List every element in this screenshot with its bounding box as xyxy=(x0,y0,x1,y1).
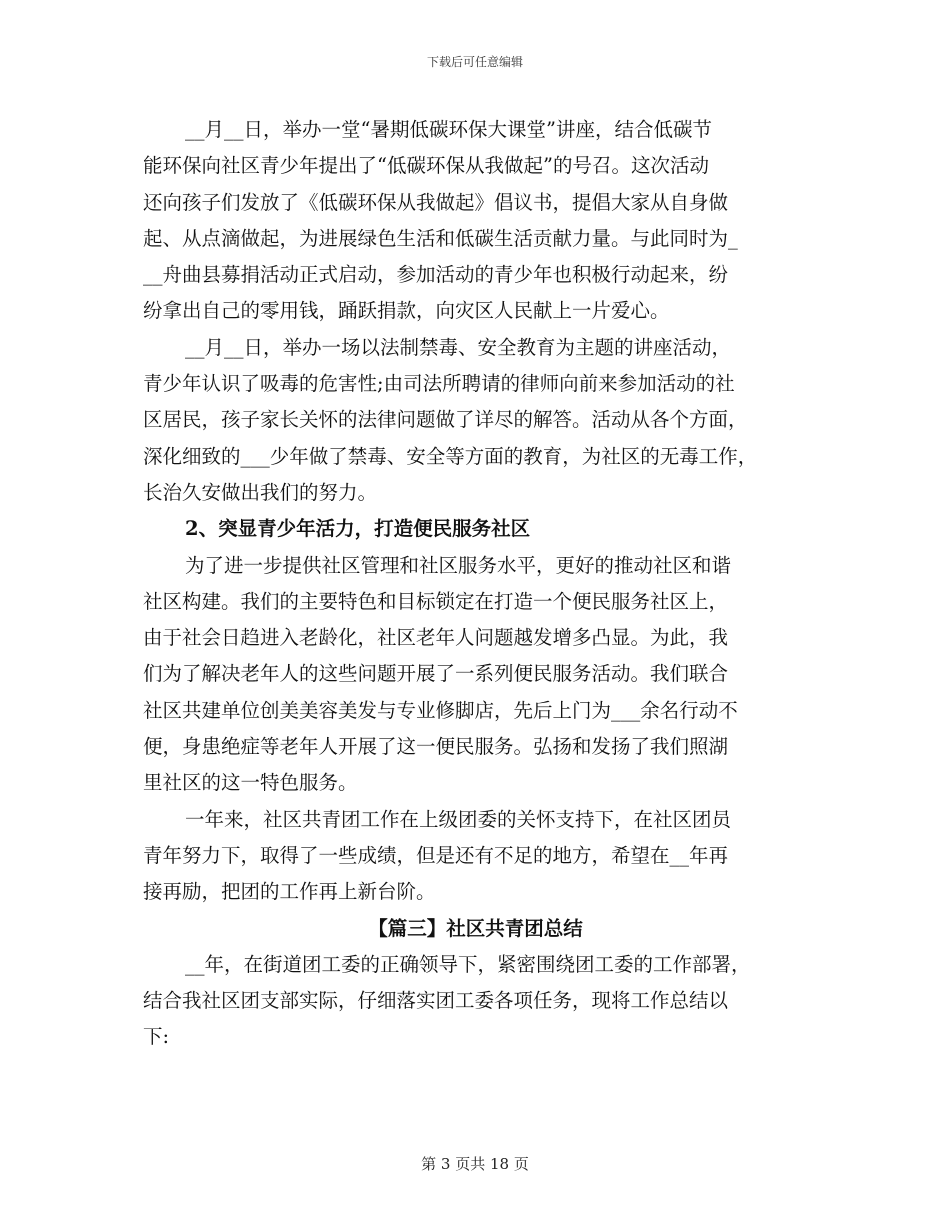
text-line: 们为了解决老年人的这些问题开展了一系列便民服务活动。我们联合 xyxy=(143,662,729,686)
text-line: 纷拿出自己的零用钱，踊跃捐款，向灾区人民献上一片爱心。 xyxy=(143,299,670,323)
subsection-heading: 2、突显青少年活力，打造便民服务社区 xyxy=(185,517,531,541)
text-line: 里社区的这一特色服务。 xyxy=(143,771,358,795)
text-line: __月__日，举办一场以法制禁毒、安全教育为主题的讲座活动， xyxy=(185,335,732,359)
text-line: 结合我社区团支部实际，仔细落实团工委各项任务，现将工作总结以 xyxy=(143,989,729,1013)
text-line: 青年努力下，取得了一些成绩，但是还有不足的地方，希望在__年再 xyxy=(143,843,729,867)
text-line: 起、从点滴做起，为进展绿色生活和低碳生活贡献力量。与此同时为_ xyxy=(143,226,738,250)
text-line: 还向孩子们发放了《低碳环保从我做起》倡议书，提倡大家从自身做 xyxy=(143,190,729,214)
page-footer: 第 3 页共 18 页 xyxy=(421,1155,529,1173)
text-line: 区居民，孩子家长关怀的法律问题做了详尽的解答。活动从各个方面， xyxy=(143,408,748,432)
text-line: __年，在街道团工委的正确领导下，紧密围绕团工委的工作部署， xyxy=(185,952,751,976)
text-line: 便，身患绝症等老年人开展了这一便民服务。弘扬和发扬了我们照湖 xyxy=(143,735,729,759)
text-line: __月__日，举办一堂“暑期低碳环保大课堂”讲座，结合低碳节 xyxy=(185,118,712,141)
text-line: 社区构建。我们的主要特色和目标锁定在打造一个便民服务社区上， xyxy=(143,589,729,613)
section-title: 【篇三】社区共青团总结 xyxy=(368,916,583,940)
text-line: 社区共建单位创美美容美发与专业修脚店，先后上门为___余名行动不 xyxy=(143,698,738,722)
page-header: 下载后可任意编辑 xyxy=(426,55,523,69)
document-body xyxy=(143,112,808,1056)
text-line: 深化细致的___少年做了禁毒、安全等方面的教育，为社区的无毒工作， xyxy=(143,444,758,468)
text-line: 由于社会日趋进入老龄化，社区老年人问题越发增多凸显。为此，我 xyxy=(143,626,729,650)
text-line: 能环保向社区青少年提出了“低碳环保从我做起”的号召。这次活动 xyxy=(143,154,709,178)
text-line: 下: xyxy=(143,1025,170,1049)
text-line: 一年来，社区共青团工作在上级团委的关怀支持下，在社区团员 xyxy=(185,807,732,831)
text-line: __舟曲县募捐活动正式启动，参加活动的青少年也积极行动起来，纷 xyxy=(143,263,729,287)
text-line: 接再励，把团的工作再上新台阶。 xyxy=(143,880,436,904)
text-line: 青少年认识了吸毒的危害性;由司法所聘请的律师向前来参加活动的社 xyxy=(143,372,735,396)
text-line: 为了进一步提供社区管理和社区服务水平，更好的推动社区和谐 xyxy=(185,553,732,577)
text-line: 长治久安做出我们的努力。 xyxy=(143,480,378,504)
